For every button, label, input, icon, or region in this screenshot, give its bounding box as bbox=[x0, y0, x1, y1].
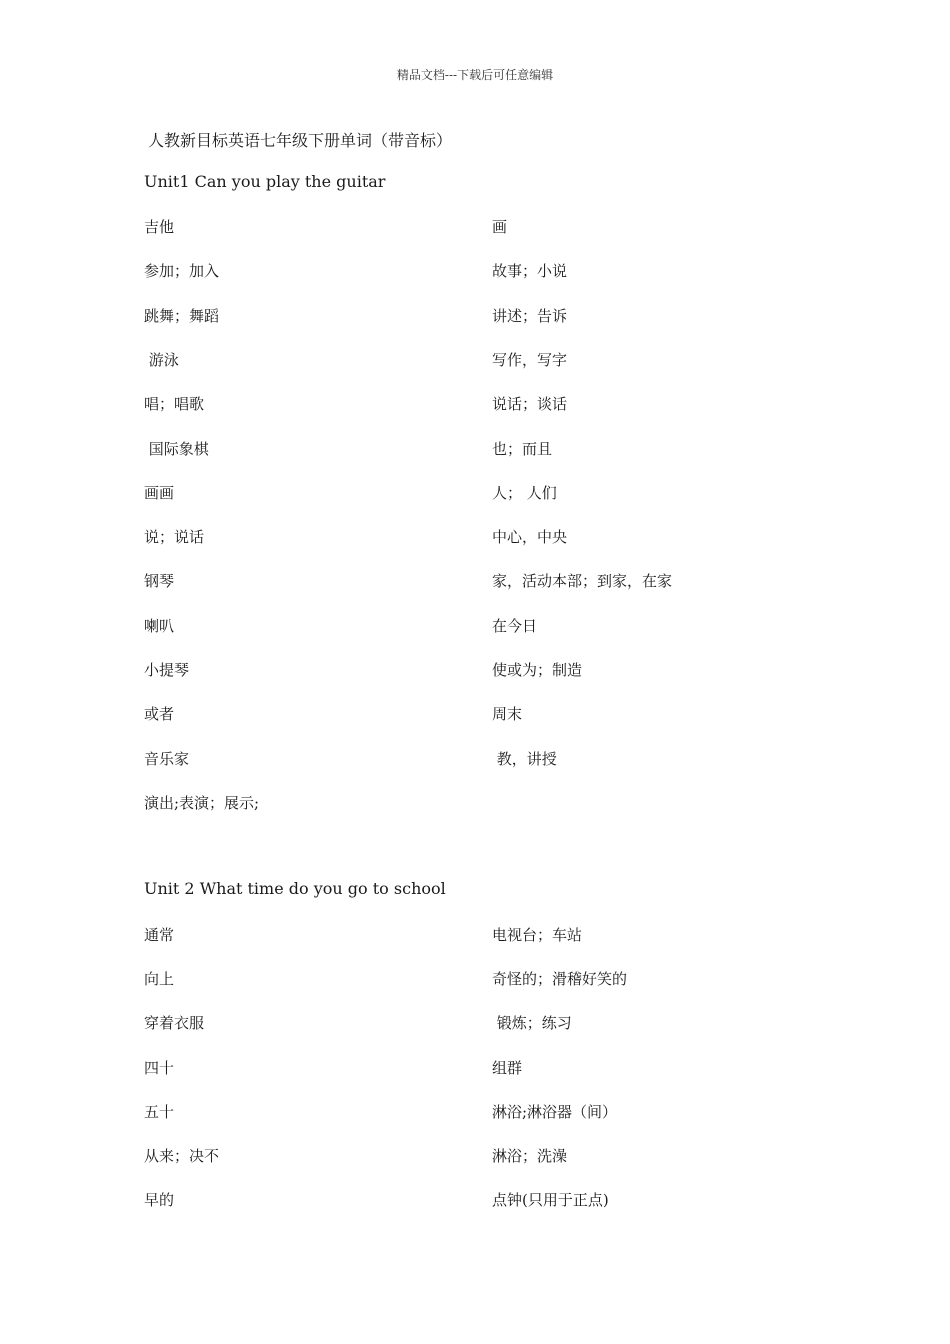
vocab-row bbox=[144, 482, 844, 504]
vocab-right: 奇怪的；滑稽好笑的 bbox=[492, 970, 628, 989]
vocab-row bbox=[144, 570, 844, 592]
vocab-left: 游泳 bbox=[144, 350, 179, 369]
vocab-right: 淋浴;淋浴器（间） bbox=[492, 1102, 618, 1121]
document-title: 人教新目标英语七年级下册单词（带音标） bbox=[148, 131, 453, 150]
vocab-left: 钢琴 bbox=[144, 572, 175, 591]
vocab-right: 点钟(只用于正点) bbox=[492, 1191, 609, 1210]
vocab-left: 从来；决不 bbox=[144, 1147, 220, 1165]
vocab-right: 周末 bbox=[492, 705, 523, 724]
vocab-row bbox=[144, 393, 844, 415]
vocab-row bbox=[144, 968, 844, 990]
vocab-left: 参加；加入 bbox=[144, 262, 220, 281]
vocab-left: 喇叭 bbox=[144, 616, 175, 635]
vocab-right: 中心，中央 bbox=[492, 528, 568, 547]
vocab-right: 使或为；制造 bbox=[492, 661, 583, 679]
vocab-row bbox=[144, 260, 844, 282]
page-header: 精品文档---下载后可任意编辑 bbox=[396, 68, 554, 82]
vocab-right: 锻炼；练习 bbox=[492, 1014, 572, 1033]
vocab-row bbox=[144, 349, 844, 371]
unit2-heading: Unit 2 What time do you go to school bbox=[144, 879, 446, 898]
vocab-left: 画画 bbox=[144, 483, 175, 502]
vocab-left: 通常 bbox=[144, 926, 175, 944]
vocab-left: 或者 bbox=[144, 705, 175, 724]
vocab-row bbox=[144, 216, 844, 238]
vocab-left: 音乐家 bbox=[144, 749, 190, 768]
vocab-row bbox=[144, 1057, 844, 1079]
vocab-right: 写作，写字 bbox=[492, 350, 568, 369]
vocab-right: 画 bbox=[492, 218, 508, 236]
vocab-row bbox=[144, 1101, 844, 1123]
vocab-right: 也；而且 bbox=[492, 439, 553, 458]
vocab-right: 组群 bbox=[492, 1058, 523, 1077]
vocab-row bbox=[144, 305, 844, 327]
vocab-right: 在今日 bbox=[492, 616, 538, 635]
vocab-left: 说；说话 bbox=[144, 528, 205, 547]
vocab-row bbox=[144, 526, 844, 548]
vocab-row bbox=[144, 703, 844, 725]
vocab-left: 演出;表演；展示; bbox=[144, 793, 260, 812]
vocab-row bbox=[144, 615, 844, 637]
vocab-row bbox=[144, 1145, 844, 1167]
vocab-right: 人； 人们 bbox=[492, 483, 557, 502]
vocab-left: 吉他 bbox=[144, 218, 175, 236]
vocab-right: 说话；谈话 bbox=[492, 395, 568, 414]
vocab-right: 电视台；车站 bbox=[492, 926, 583, 944]
vocab-row bbox=[144, 1012, 844, 1034]
vocab-left: 早的 bbox=[144, 1191, 175, 1210]
vocab-left: 跳舞；舞蹈 bbox=[144, 306, 220, 325]
vocab-right: 教，讲授 bbox=[492, 749, 557, 768]
vocab-row bbox=[144, 748, 844, 770]
vocab-right: 家，活动本部；到家，在家 bbox=[492, 572, 673, 591]
vocab-row bbox=[144, 792, 844, 814]
unit1-heading: Unit1 Can you play the guitar bbox=[144, 172, 386, 191]
vocab-left: 唱；唱歌 bbox=[144, 395, 205, 414]
vocab-row bbox=[144, 924, 844, 946]
vocab-right: 讲述；告诉 bbox=[492, 306, 568, 325]
vocab-left: 向上 bbox=[144, 970, 175, 989]
vocab-right: 故事；小说 bbox=[492, 262, 568, 281]
vocab-row bbox=[144, 659, 844, 681]
vocab-left: 小提琴 bbox=[144, 661, 190, 679]
vocab-row bbox=[144, 438, 844, 460]
vocab-left: 穿着衣服 bbox=[144, 1014, 205, 1033]
vocab-left: 四十 bbox=[144, 1058, 175, 1077]
vocab-left: 国际象棋 bbox=[144, 439, 209, 458]
vocab-row bbox=[144, 1189, 844, 1211]
vocab-right: 淋浴；洗澡 bbox=[492, 1147, 568, 1165]
vocab-left: 五十 bbox=[144, 1102, 175, 1121]
